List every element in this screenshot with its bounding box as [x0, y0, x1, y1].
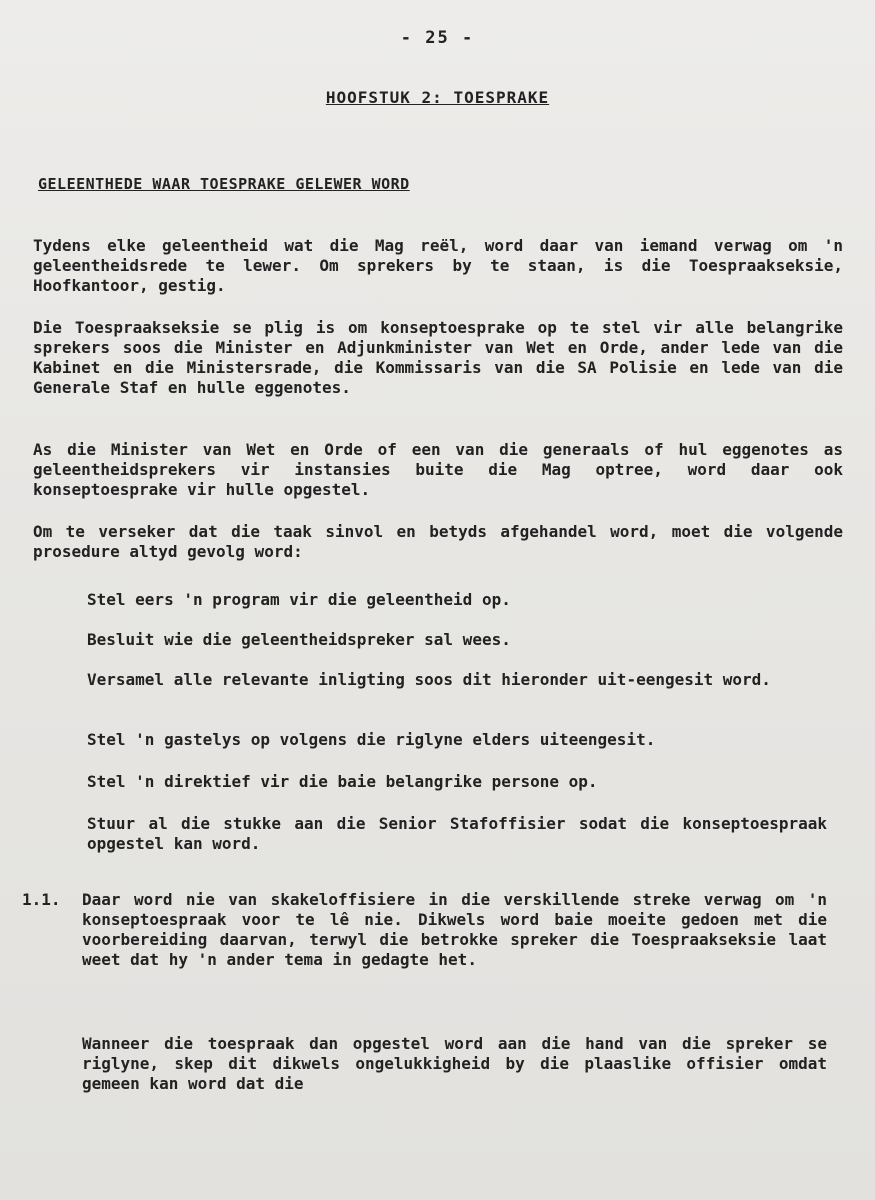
paragraph: Tydens elke geleentheid wat die Mag reël, word daar van iemand verwag om 'n geleentheidsrede te lewer. Om sprekers by te staan, is die Toespraakseksie, Hoofkantoor, gestig.	[33, 236, 843, 295]
procedure-step: Stel 'n direktief vir die baie belangrike persone op.	[87, 772, 598, 791]
procedure-step: Stel 'n gastelys op volgens die riglyne elders uiteengesit.	[87, 730, 656, 749]
section-heading: GELEENTHEDE WAAR TOESPRAKE GELEWER WORD	[38, 175, 410, 193]
paragraph: As die Minister van Wet en Orde of een van die generaals of hul eggenotes as geleentheidsprekers vir instansies buite die Mag optree, word daar ook konseptoesprake vir hulle opgestel.	[33, 440, 843, 499]
procedure-step: Besluit wie die geleentheidspreker sal wees.	[87, 630, 511, 649]
paragraph: Die Toespraakseksie se plig is om konseptoesprake op te stel vir alle belangrike sprekers soos die Minister en Adjunkminister van Wet en Orde, ander lede van die Kabinet en die Ministersrade, die Kommissaris van die SA Polisie en lede van die Generale Staf en hulle eggenotes.	[33, 318, 843, 397]
item-number: 1.1.	[22, 890, 61, 909]
numbered-paragraph: Daar word nie van skakeloffisiere in die verskillende streke verwag om 'n konseptoespraak voor te lê nie. Dikwels word baie moeite gedoen met die voorbereiding daarvan, terwyl die betrokke spreker die Toespraakseksie laat weet dat hy 'n ander tema in gedagte het.	[82, 890, 827, 969]
page-number: - 25 -	[400, 28, 475, 48]
continuation-paragraph: Wanneer die toespraak dan opgestel word aan die hand van die spreker se riglyne, skep dit dikwels ongelukkigheid by die plaaslike offisier omdat gemeen kan word dat die	[82, 1034, 827, 1093]
procedure-step: Stuur al die stukke aan die Senior Stafoffisier sodat die konseptoespraak opgestel kan word.	[87, 814, 827, 853]
procedure-step: Stel eers 'n program vir die geleentheid op.	[87, 590, 511, 609]
paragraph: Om te verseker dat die taak sinvol en betyds afgehandel word, moet die volgende prosedure altyd gevolg word:	[33, 522, 843, 561]
procedure-step: Versamel alle relevante inligting soos dit hieronder uit-eengesit word.	[87, 670, 771, 689]
chapter-title: HOOFSTUK 2: TOESPRAKE	[325, 88, 550, 107]
